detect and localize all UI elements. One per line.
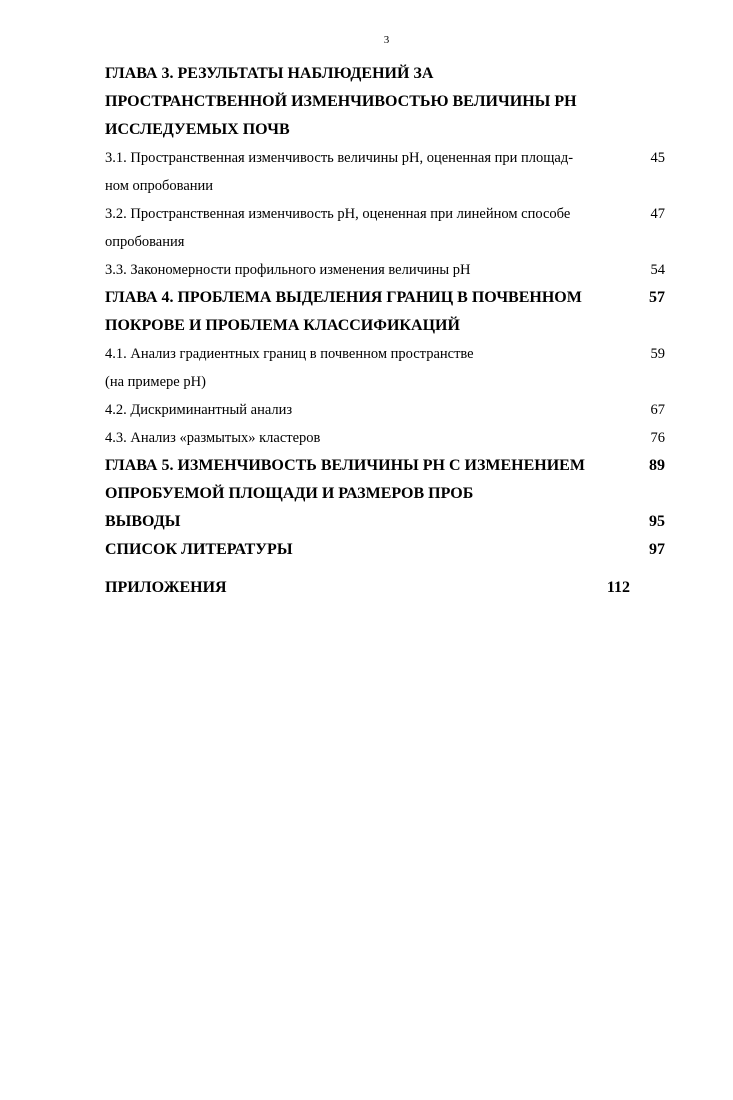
toc-entry-text: опробования (105, 234, 185, 250)
toc-row (105, 228, 665, 256)
toc-row (105, 144, 665, 172)
toc-entry-text: ПОКРОВЕ И ПРОБЛЕМА КЛАССИФИКАЦИЙ (105, 317, 460, 334)
toc-row (105, 256, 665, 284)
toc-entry-text: ГЛАВА 3. РЕЗУЛЬТАТЫ НАБЛЮДЕНИЙ ЗА (105, 65, 434, 82)
toc-row (105, 200, 665, 228)
toc-entry-text: ОПРОБУЕМОЙ ПЛОЩАДИ И РАЗМЕРОВ ПРОБ (105, 485, 474, 502)
toc-entry-text: 3.1. Пространственная изменчивость величины рН, оцененная при площад- (105, 150, 574, 166)
toc-row (105, 480, 665, 508)
toc-entry-page: 59 (650, 346, 665, 362)
toc-entry-text: СПИСОК ЛИТЕРАТУРЫ (105, 541, 293, 558)
toc-row (105, 424, 665, 452)
toc-row (105, 452, 665, 480)
toc-entry-page: 112 (606, 579, 630, 596)
toc-entry-page: 76 (650, 430, 665, 446)
toc-row (105, 508, 665, 536)
toc-row (105, 116, 665, 144)
toc-entry-page: 47 (650, 206, 665, 222)
toc-entry-text: 4.1. Анализ градиентных границ в почвенном пространстве (105, 346, 474, 362)
toc-entry-text: 4.3. Анализ «размытых» кластеров (105, 430, 321, 446)
toc-entry-page: 97 (649, 541, 665, 558)
page-number: 3 (383, 34, 390, 46)
toc-entry-text: 4.2. Дискриминантный анализ (105, 402, 293, 418)
table-of-contents (105, 60, 665, 602)
toc-entry-page: 45 (650, 150, 665, 166)
toc-row (105, 60, 665, 88)
toc-entry-text: ГЛАВА 4. ПРОБЛЕМА ВЫДЕЛЕНИЯ ГРАНИЦ В ПОЧВЕННОМ (105, 289, 582, 306)
toc-row (105, 312, 665, 340)
toc-entry-text: ИССЛЕДУЕМЫХ ПОЧВ (105, 121, 290, 138)
toc-row (105, 340, 665, 368)
toc-entry-page: 95 (649, 513, 665, 530)
toc-entry-text: ПРИЛОЖЕНИЯ (105, 579, 227, 596)
toc-entry-page: 57 (649, 289, 665, 306)
spacer (105, 564, 665, 574)
toc-row (105, 396, 665, 424)
toc-entry-text: 3.2. Пространственная изменчивость рН, оцененная при линейном способе (105, 206, 571, 222)
toc-entry-text: ном опробовании (105, 178, 214, 194)
toc-row (105, 88, 665, 116)
toc-row (105, 172, 665, 200)
toc-entry-text: (на примере рН) (105, 374, 206, 390)
toc-row-appendix (105, 574, 665, 602)
toc-entry-page: 54 (650, 262, 665, 278)
toc-entry-text: ВЫВОДЫ (105, 513, 181, 530)
toc-row (105, 284, 665, 312)
toc-row (105, 368, 665, 396)
toc-entry-text: ГЛАВА 5. ИЗМЕНЧИВОСТЬ ВЕЛИЧИНЫ РН С ИЗМЕНЕНИЕМ (105, 457, 585, 474)
toc-row (105, 536, 665, 564)
toc-entry-text: ПРОСТРАНСТВЕННОЙ ИЗМЕНЧИВОСТЬЮ ВЕЛИЧИНЫ РН (105, 93, 577, 110)
toc-entry-page: 89 (649, 457, 665, 474)
toc-entry-text: 3.3. Закономерности профильного изменения величины рН (105, 262, 471, 278)
toc-entry-page: 67 (650, 402, 665, 418)
